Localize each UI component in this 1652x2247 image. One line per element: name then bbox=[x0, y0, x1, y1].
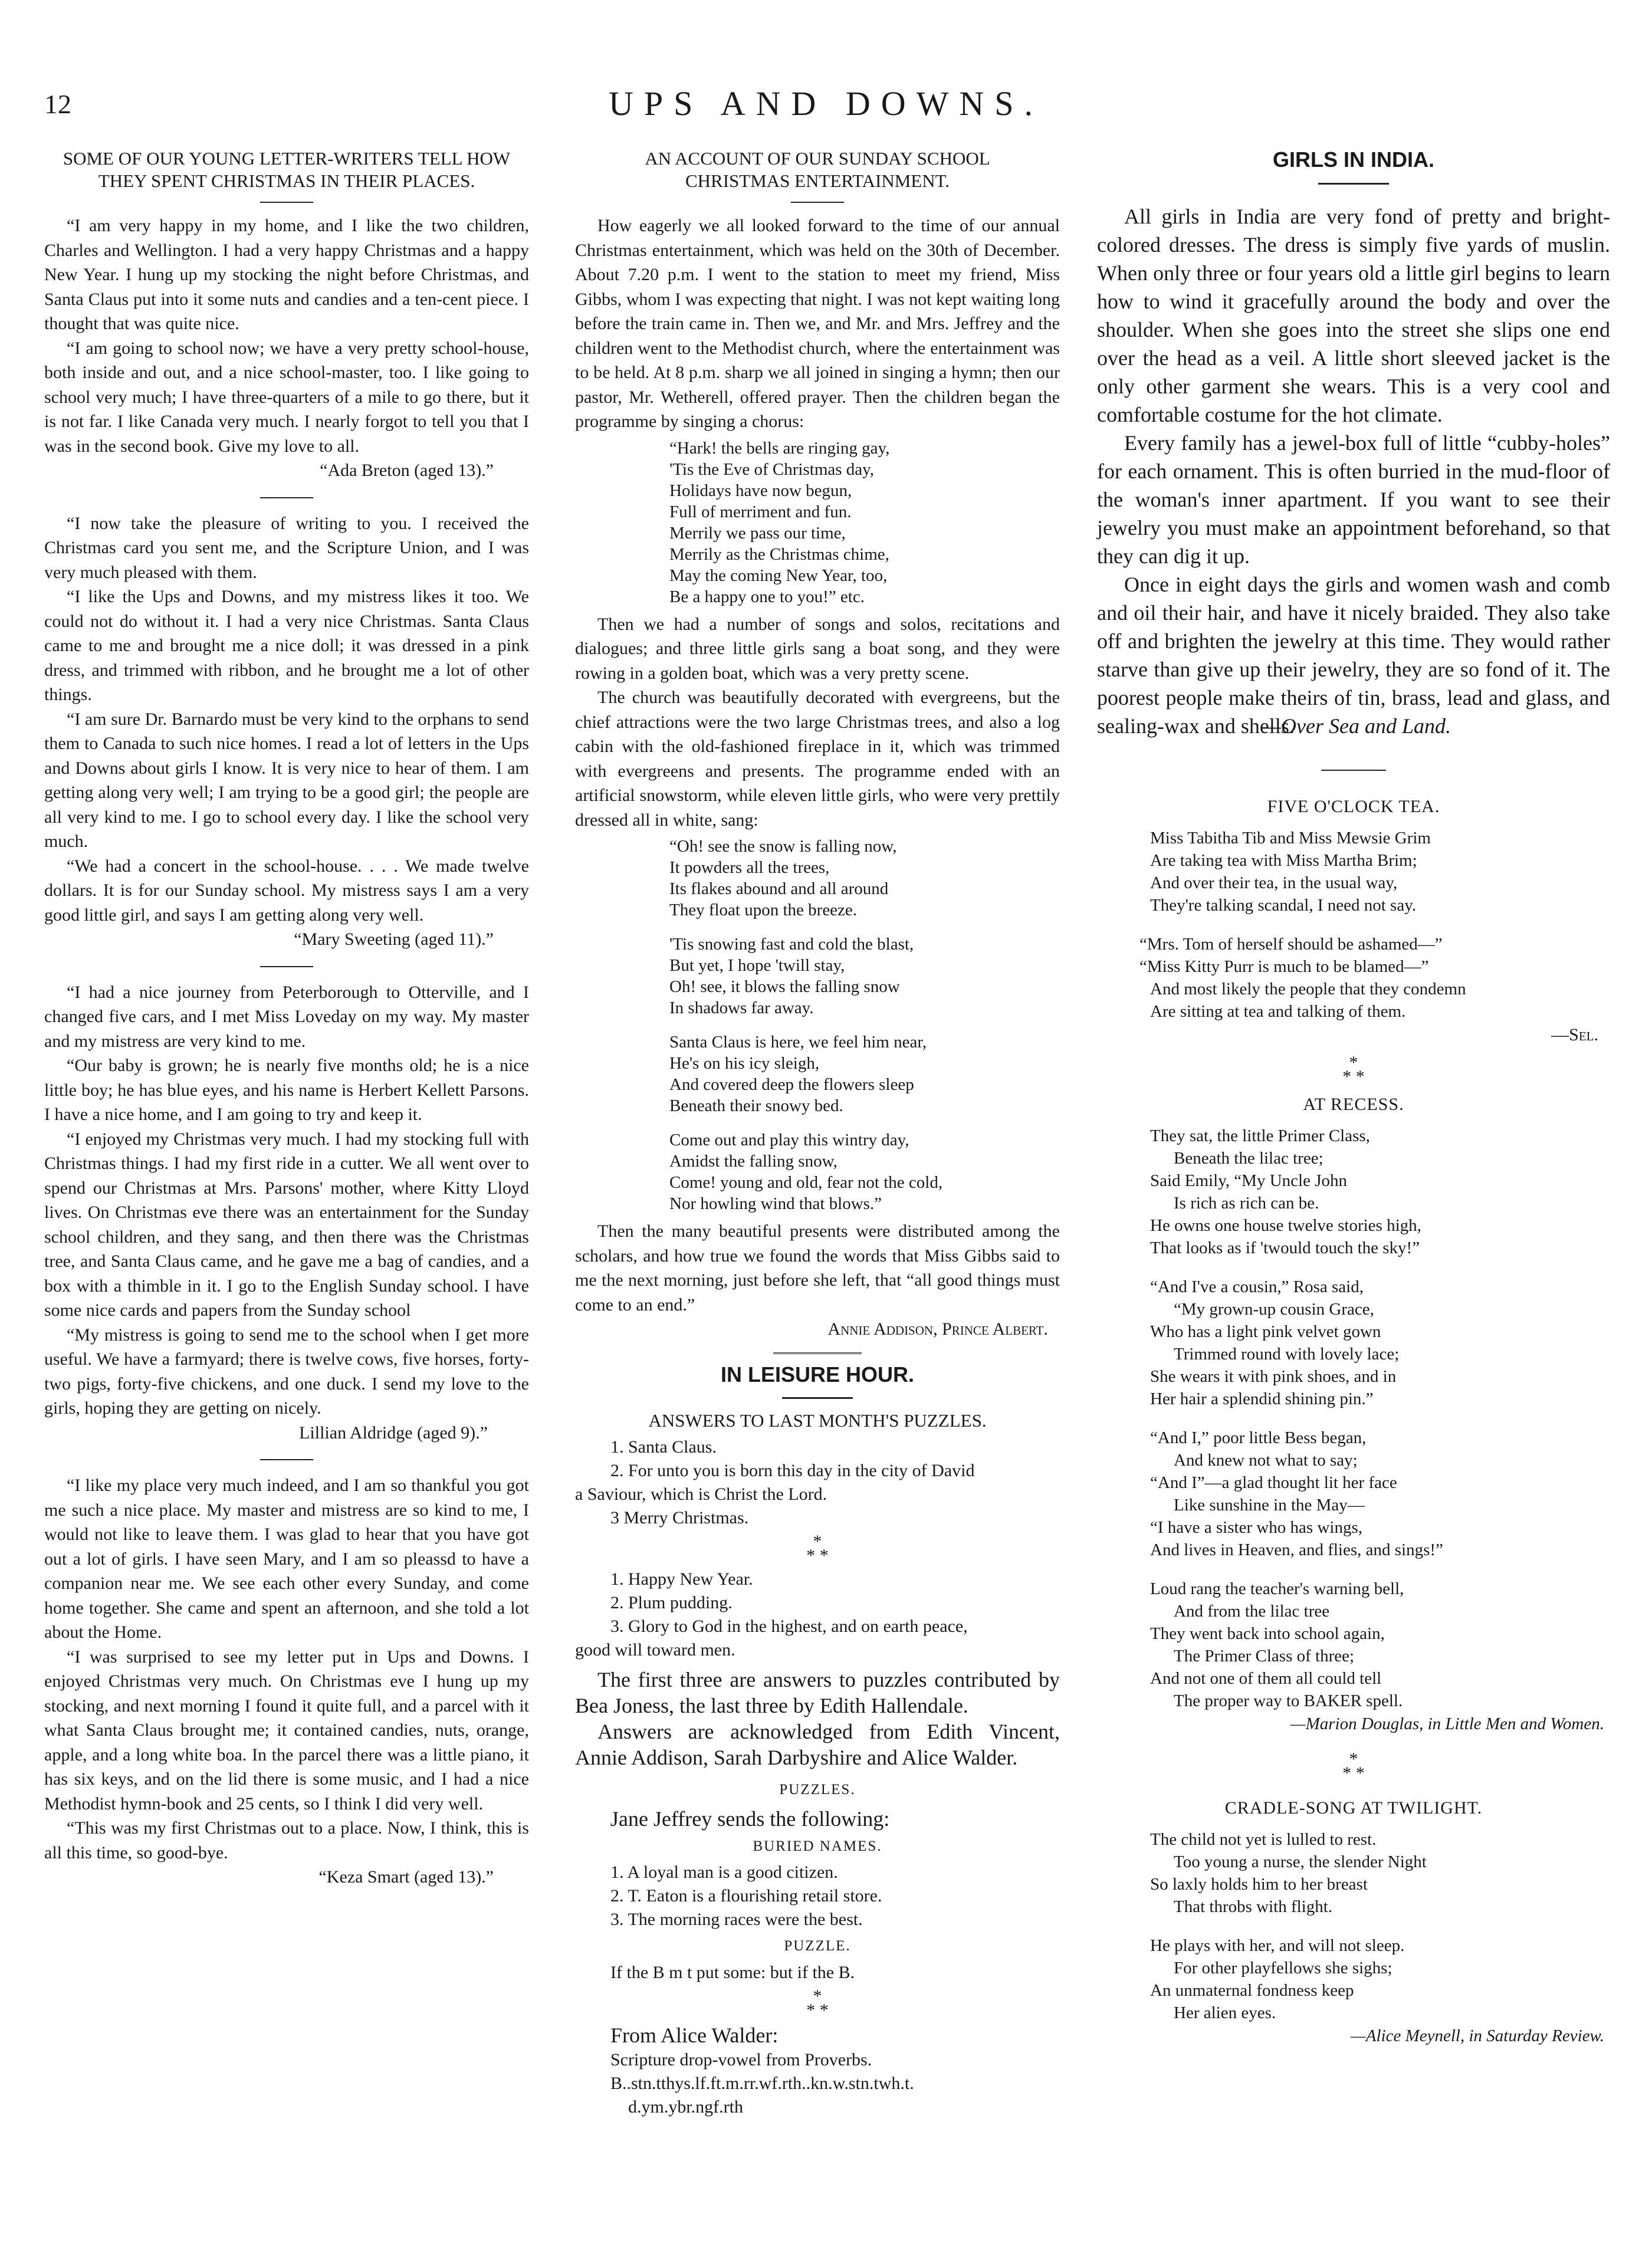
jane-line: Jane Jeffrey sends the following: bbox=[610, 1806, 890, 1831]
poem-line: 'Tis the Eve of Christmas day, bbox=[669, 459, 875, 479]
letter-signature: Lillian Aldridge (aged 9).” bbox=[299, 1423, 488, 1443]
poem-line: They're talking scandal, I need not say. bbox=[1150, 896, 1417, 915]
poem-line: Merrily as the Christmas chime, bbox=[669, 544, 889, 564]
answers-list-b bbox=[575, 1568, 1060, 1662]
poem-line: They sat, the little Primer Class, bbox=[1150, 1126, 1370, 1145]
poem-line: Are taking tea with Miss Martha Brim; bbox=[1150, 851, 1417, 870]
poem-line: Full of merriment and fun. bbox=[669, 502, 852, 521]
buried-line: 1. A loyal man is a good citizen. bbox=[610, 1862, 838, 1882]
letter-paragraph: “I like my place very much indeed, and I am so thankful you got me such a nice place. My master and mistress are so kind to me, I would not like to leave them. I was glad to hear that you have got out a lot of girls. I have seen Mary, and I am so pleassd to have a companion near me. We see each other every Sunday, and come home together. She came and spent an afternoon, and she told a lot about the Home. bbox=[44, 1476, 529, 1642]
answers-heading: ANSWERS TO LAST MONTH'S PUZZLES. bbox=[648, 1410, 987, 1431]
poem-line: Santa Claus is here, we feel him near, bbox=[669, 1033, 927, 1052]
letter-paragraph: “I like the Ups and Downs, and my mistress likes it too. We could not do without it. I had a very nice Christmas. Santa Claus came to me and brought me a nice doll; it was dressed in a pink dress, and trimmed with ribbon, and he brought me a lot of other things. bbox=[44, 587, 529, 704]
poem-line: Is rich as rich can be. bbox=[1174, 1194, 1319, 1213]
recess-poem bbox=[1150, 1125, 1610, 1712]
scripture-puzzle bbox=[610, 2048, 1060, 2119]
divider bbox=[260, 202, 313, 203]
answer-line: a Saviour, which is Christ the Lord. bbox=[575, 1484, 827, 1504]
article-source: —Over Sea and Land. bbox=[1262, 714, 1451, 738]
poem-line: May the coming New Year, too, bbox=[669, 566, 888, 585]
answers-list-a bbox=[575, 1435, 1060, 1530]
letter-paragraph: “I am very happy in my home, and I like the two children, Charles and Wellington. I had a very happy Christmas and a happy New Year. I hung up my stocking the night before Christmas, and Santa Claus put into it some nuts and candies and a ten-cent piece. I thought that was quite nice. bbox=[44, 216, 529, 333]
letter-signature: “Ada Breton (aged 13).” bbox=[320, 461, 494, 480]
poem-line: And covered deep the flowers sleep bbox=[669, 1075, 914, 1094]
poem-line: An unmaternal fondness keep bbox=[1150, 1981, 1354, 2000]
article-paragraph: Then we had a number of songs and solos, recitations and dialogues; and three little girls sang a boat song, and they were rowing in a golden boat, which was a very pretty scene. bbox=[575, 614, 1060, 683]
masthead: UPS AND DOWNS. bbox=[608, 84, 1043, 123]
letter-paragraph: “I am going to school now; we have a very pretty school-house, both inside and out, and a nice school-master, too. I like going to school very much; I have three-quarters of a mile to go there, but it is not far. I like Canada very much. I nearly forgot to tell you that I was in the second book. Give my love to all. bbox=[44, 338, 529, 456]
divider bbox=[782, 1397, 853, 1399]
letter-paragraph: “I had a nice journey from Peterborough to Otterville, and I changed five cars, and I met Miss Loveday on my way. My master and my mistress are very kind to me. bbox=[44, 982, 529, 1051]
divider bbox=[1321, 770, 1386, 771]
asterism: * * * bbox=[806, 1532, 829, 1565]
poem-attribution: —Marion Douglas, in Little Men and Women. bbox=[1290, 1714, 1604, 1733]
poem-line: The Primer Class of three; bbox=[1174, 1647, 1355, 1665]
answers-note: The first three are answers to puzzles contributed by Bea Joness, the last three by Edith Hallendale. bbox=[575, 1668, 1060, 1717]
article-paragraph: Then the many beautiful presents were distributed among the scholars, and how true we found the words that Miss Gibbs said to me the next morning, just before she left, that “all good things must come to an end.” bbox=[575, 1221, 1060, 1315]
recess-title: AT RECESS. bbox=[1303, 1094, 1404, 1114]
poem-line: Like sunshine in the May— bbox=[1174, 1496, 1365, 1515]
ornament-divider bbox=[773, 1352, 862, 1354]
divider bbox=[260, 1459, 313, 1460]
article-paragraph: Once in eight days the girls and women wash and comb and oil their hair, and have it nicely braided. They also take off and brighten the jewelry at this time. They would rather starve than give up their jewelry, they are so fond of it. The poorest people make theirs of tin, brass, lead and glass, and sealing-wax and shells. bbox=[1097, 572, 1610, 738]
poem-line: Beneath their snowy bed. bbox=[669, 1096, 843, 1115]
asterism: * * * bbox=[1342, 1052, 1365, 1086]
answer-line: 3. Glory to God in the highest, and on earth peace, bbox=[610, 1617, 968, 1636]
asterism: * * * bbox=[806, 1986, 829, 2020]
poem-line: Come! young and old, fear not the cold, bbox=[669, 1173, 943, 1192]
poem-line: Her alien eyes. bbox=[1174, 2003, 1276, 2022]
poem-line: And from the lilac tree bbox=[1174, 1602, 1330, 1621]
poem-line: And over their tea, in the usual way, bbox=[1150, 873, 1398, 892]
poem-line: That looks as if 'twould touch the sky!” bbox=[1150, 1239, 1420, 1257]
poem-line: “And I've a cousin,” Rosa said, bbox=[1150, 1277, 1364, 1296]
poem-line: “Hark! the bells are ringing gay, bbox=[669, 438, 890, 458]
poem-line: Loud rang the teacher's warning bell, bbox=[1150, 1579, 1404, 1598]
poem-line: He plays with her, and will not sleep. bbox=[1150, 1936, 1405, 1955]
letter-paragraph: “My mistress is going to send me to the school when I get more useful. We have a farmyard; there is twelve cows, five horses, forty-two pigs, forty-five chickens, and one duck. I send my love to the girls, hoping they are getting on nicely. bbox=[44, 1325, 529, 1418]
puzzle-line: If the B m t put some: but if the B. bbox=[610, 1962, 855, 1982]
letter-signature: “Mary Sweeting (aged 11).” bbox=[294, 929, 494, 949]
poem-line: That throbs with flight. bbox=[1174, 1897, 1333, 1916]
letter-paragraph: “I was surprised to see my letter put in Ups and Downs. I enjoyed Christmas very much. On Christmas eve I hung up my stocking, and next morning I found it quite full, and a parcel with it what Santa Claus brought me; it contained candies, nuts, orange, apple, and a long white boa. In the parcel there was a little piano, it has six keys, and on the lid there is some music, and I had a nice Methodist hymn-book and 25 cents, so I think I did very well. bbox=[44, 1647, 529, 1814]
asterism: * * * bbox=[1342, 1749, 1365, 1783]
poem-line: For other playfellows she sighs; bbox=[1174, 1959, 1392, 1977]
poem-line: 'Tis snowing fast and cold the blast, bbox=[669, 935, 914, 954]
article-paragraph: All girls in India are very fond of pretty and bright-colored dresses. The dress is simply five yards of muslin. When only three or four years old a little girl begins to learn how to wind it gracefully around the body and over the shoulder. When she goes into the street she slips one end over the head as a veil. A little short sleeved jacket is the only other garment she wears. This is a very cool and comfortable costume for the hot climate. bbox=[1097, 204, 1610, 426]
poem-line: “Mrs. Tom of herself should be ashamed—” bbox=[1139, 935, 1443, 954]
answer-line: 2. Plum pudding. bbox=[610, 1593, 733, 1612]
divider bbox=[1318, 183, 1389, 185]
divider bbox=[791, 202, 844, 203]
poem-line: “I have a sister who has wings, bbox=[1150, 1518, 1362, 1537]
poem-line: Who has a light pink velvet gown bbox=[1150, 1322, 1381, 1341]
poem-line: So laxly holds him to her breast bbox=[1150, 1875, 1368, 1894]
article-paragraph: Every family has a jewel-box full of little “cubby-holes” for each ornament. This is often burried in the mud-floor of the woman's inner apartment. If you want to see their jewelry you must make an appointment beforehand, so that they can dig it up. bbox=[1097, 431, 1610, 568]
cradle-poem bbox=[1150, 1828, 1610, 2024]
article-paragraph: The church was beautifully decorated with evergreens, but the chief attractions were the two large Christmas trees, and also a log cabin with the old-fashioned fireplace in it, which was trimmed with evergreens and presents. The programme ended with an artificial snowstorm, while eleven little girls, who were very prettily dressed all in white, sang: bbox=[575, 688, 1060, 830]
poem-line: “My grown-up cousin Grace, bbox=[1174, 1300, 1374, 1319]
poem-line: Trimmed round with lovely lace; bbox=[1174, 1345, 1400, 1364]
letter-paragraph: “I now take the pleasure of writing to you. I received the Christmas card you sent me, and the Scripture Union, and I was very much pleased with them. bbox=[44, 513, 529, 582]
cradle-title: CRADLE-SONG AT TWILIGHT. bbox=[1224, 1798, 1483, 1818]
poem-line: They float upon the breeze. bbox=[669, 901, 858, 919]
poem-line: Miss Tabitha Tib and Miss Mewsie Grim bbox=[1150, 829, 1431, 847]
poem-line: Its flakes abound and all around bbox=[669, 879, 889, 898]
letter-paragraph: “Our baby is grown; he is nearly five months old; he is a nice little boy; he has blue eyes, and his name is Herbert Kellett Parsons. I have a nice home, and I am going to try and keep it. bbox=[44, 1056, 529, 1124]
buried-line: 3. The morning races were the best. bbox=[610, 1910, 863, 1929]
leisure-heading: IN LEISURE HOUR. bbox=[720, 1362, 915, 1387]
scripture-caption: Scripture drop-vowel from Proverbs. bbox=[610, 2049, 872, 2069]
divider bbox=[260, 966, 313, 967]
india-article bbox=[1097, 202, 1610, 740]
poem-signature: —Sel. bbox=[1551, 1025, 1598, 1044]
poem-line: Merrily we pass our time, bbox=[669, 523, 846, 543]
article-signature: Annie Addison, Prince Albert. bbox=[827, 1319, 1048, 1339]
answer-line: 1. Happy New Year. bbox=[610, 1569, 753, 1589]
scripture-line: B..stn.tthys.lf.ft.m.rr.wf.rth..kn.w.stn.twh.t. bbox=[610, 2073, 914, 2093]
chorus-poem bbox=[669, 438, 1060, 607]
answer-line: 2. For unto you is born this day in the city of David bbox=[610, 1461, 975, 1480]
answer-line: good will toward men. bbox=[575, 1640, 735, 1660]
answer-line: 1. Santa Claus. bbox=[610, 1437, 717, 1457]
article-paragraph: How eagerly we all looked forward to the time of our annual Christmas entertainment, which was held on the 30th of December. About 7.20 p.m. I went to the station to meet my friend, Miss Gibbs, whom I was expecting that night. I was not kept waiting long before the train came in. Then we, and Mr. and Mrs. Jeffrey and the children went to the Methodist church, where the entertainment was to be held. At 8 p.m. sharp we all joined in singing a hymn; then our pastor, Mr. Wetherell, offered prayer. Then the children began the programme by singing a chorus: bbox=[575, 216, 1060, 431]
column-entertainment bbox=[575, 147, 1060, 2119]
poem-line: “And I,” poor little Bess began, bbox=[1150, 1428, 1367, 1447]
india-heading: GIRLS IN INDIA. bbox=[1272, 147, 1434, 172]
poem-line: In shadows far away. bbox=[669, 998, 814, 1017]
snow-song bbox=[669, 836, 1060, 1214]
letter-paragraph: “I enjoyed my Christmas very much. I had my stocking full with Christmas things. I had my first ride in a cutter. We all went over to spend our Christmas at Mrs. Parsons' mother, where Kitty Lloyd lives. On Christmas eve there was an entertainment for the Sunday school children, and they sang, and then there was the Christmas tree, and Santa Claus came, and he gave me a bag of candies, and a box with a thimble in it. I go to the English Sunday school. I have some nice cards and papers from the Sunday school bbox=[44, 1129, 529, 1320]
tea-title: FIVE O'CLOCK TEA. bbox=[1267, 796, 1440, 816]
letter-paragraph: “We had a concert in the school-house. . . . We made twelve dollars. It is for our Sunday school. My mistress says I am a very good little girl, and says I am getting along very well. bbox=[44, 856, 529, 925]
poem-line: Be a happy one to you!” etc. bbox=[669, 587, 865, 606]
scripture-line: d.ym.ybr.ngf.rth bbox=[628, 2097, 743, 2117]
poem-line: Said Emily, “My Uncle John bbox=[1150, 1171, 1347, 1190]
page-number: 12 bbox=[44, 89, 71, 119]
poem-line: “Oh! see the snow is falling now, bbox=[669, 837, 897, 856]
poem-line: The child not yet is lulled to rest. bbox=[1150, 1830, 1377, 1849]
poem-line: And not one of them all could tell bbox=[1150, 1669, 1382, 1688]
entertainment-heading: AN ACCOUNT OF OUR SUNDAY SCHOOL CHRISTMAS ENTERTAINMENT. bbox=[645, 148, 990, 191]
column-letters bbox=[44, 147, 529, 1890]
poem-line: And most likely the people that they condemn bbox=[1150, 980, 1466, 998]
poem-line: Amidst the falling snow, bbox=[669, 1152, 838, 1171]
poem-line: Oh! see, it blows the falling snow bbox=[669, 977, 900, 996]
buried-line: 2. T. Eaton is a flourishing retail store. bbox=[610, 1886, 882, 1906]
poem-line: Her hair a splendid shining pin.” bbox=[1150, 1389, 1374, 1408]
column-india-poems bbox=[1097, 147, 1610, 2049]
poem-line: Nor howling wind that blows.” bbox=[669, 1194, 882, 1213]
poem-line: “Miss Kitty Purr is much to be blamed—” bbox=[1139, 957, 1429, 976]
poem-line: She wears it with pink shoes, and in bbox=[1150, 1367, 1397, 1386]
answer-line: 3 Merry Christmas. bbox=[610, 1508, 749, 1527]
poem-line: And knew not what to say; bbox=[1174, 1451, 1358, 1470]
poem-line: And lives in Heaven, and flies, and sings!” bbox=[1150, 1540, 1443, 1559]
poem-attribution: —Alice Meynell, in Saturday Review. bbox=[1350, 2026, 1604, 2045]
buried-list bbox=[610, 1861, 1060, 1931]
alice-line: From Alice Walder: bbox=[610, 2023, 779, 2047]
poem-line: The proper way to BAKER spell. bbox=[1174, 1691, 1403, 1710]
letters-heading: SOME OF OUR YOUNG LETTER-WRITERS TELL HOW THEY SPENT CHRISTMAS IN THEIR PLACES. bbox=[63, 148, 511, 191]
divider bbox=[260, 497, 313, 498]
letter-paragraph: “I am sure Dr. Barnardo must be very kind to the orphans to send them to Canada to such nice homes. I read a lot of letters in the Ups and Downs about girls I know. It is very nice to hear of them. I am getting along very well; I am trying to be a good girl; the people are all very kind to me. I go to school every day. I like the school very much. bbox=[44, 709, 529, 851]
poem-line: “And I”—a glad thought lit her face bbox=[1150, 1473, 1397, 1492]
poem-line: Are sitting at tea and talking of them. bbox=[1150, 1002, 1406, 1021]
letter-paragraph: “This was my first Christmas out to a place. Now, I think, this is all this time, so good-bye. bbox=[44, 1818, 529, 1862]
poem-line: He's on his icy sleigh, bbox=[669, 1054, 820, 1073]
poem-line: Come out and play this wintry day, bbox=[669, 1131, 909, 1149]
poem-line: He owns one house twelve stories high, bbox=[1150, 1216, 1421, 1235]
puzzles-label: PUZZLES. bbox=[779, 1782, 856, 1798]
poem-line: Too young a nurse, the slender Night bbox=[1174, 1852, 1427, 1871]
poem-line: Holidays have now begun, bbox=[669, 481, 852, 500]
tea-poem bbox=[1139, 827, 1610, 1023]
buried-label: BURIED NAMES. bbox=[753, 1838, 882, 1854]
poem-line: But yet, I hope 'twill stay, bbox=[669, 956, 845, 975]
poem-line: Beneath the lilac tree; bbox=[1174, 1149, 1323, 1168]
answers-note: Answers are acknowledged from Edith Vincent, Annie Addison, Sarah Darbyshire and Alice Walder. bbox=[575, 1720, 1060, 1769]
poem-line: They went back into school again, bbox=[1150, 1624, 1385, 1643]
puzzle-label: PUZZLE. bbox=[784, 1938, 851, 1954]
letter-signature: “Keza Smart (aged 13).” bbox=[318, 1867, 494, 1887]
poem-line: It powders all the trees, bbox=[669, 858, 830, 877]
